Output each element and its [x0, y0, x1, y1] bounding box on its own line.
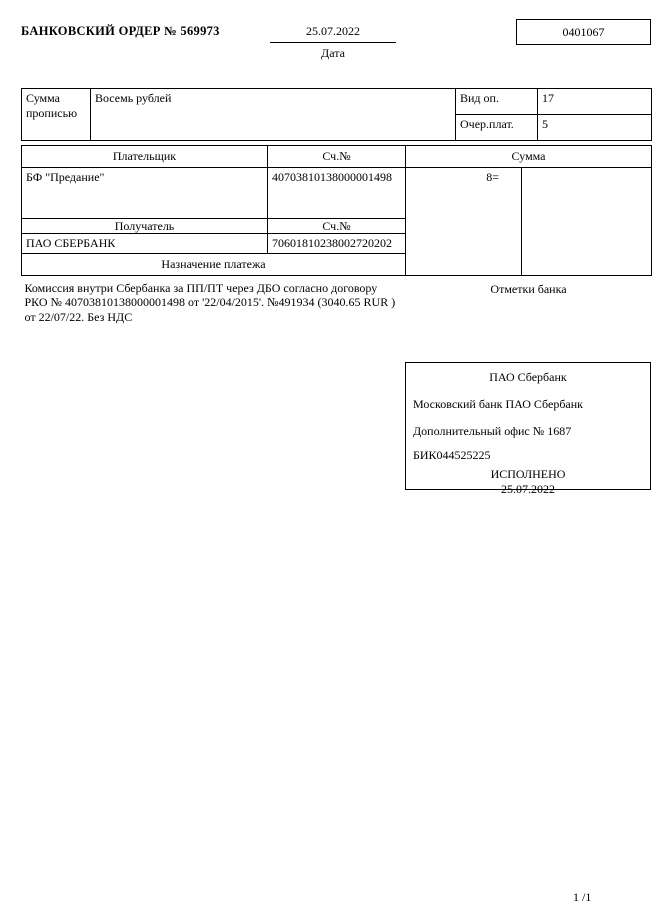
- form-code: 0401067: [562, 24, 605, 39]
- date-label: Дата: [321, 46, 345, 60]
- form-code-box: [516, 19, 651, 45]
- purpose-row: [22, 276, 652, 334]
- empty-cell: [406, 234, 522, 254]
- empty-cell: [406, 254, 522, 276]
- payer-header-row: [22, 146, 652, 168]
- priority-label: Очер.плат.: [456, 115, 538, 141]
- bank-stamp-box: [405, 362, 651, 496]
- payer-account: 40703810138000001498: [268, 168, 406, 219]
- purpose-text: Комиссия внутри Сбербанка за ПП/ПТ через ДБО согласно договору РКО № 40703810138000001498 от '22/04/2015'. №491934 (3040.65 RUR ) от 22/07/22. Без НДС: [24, 281, 396, 324]
- sum-value: 8=: [406, 168, 522, 219]
- payee-header: Получатель: [22, 219, 268, 234]
- payer-header: Плательщик: [22, 146, 268, 168]
- doc-title: БАНКОВСКИЙ ОРДЕР № 569973: [21, 24, 220, 38]
- stamp-branch: Московский банк ПАО Сбербанк: [413, 397, 584, 411]
- payee-header-row: [22, 219, 652, 234]
- amount-table: [21, 88, 652, 141]
- purpose-header: Назначение платежа: [22, 254, 406, 276]
- payer-account-header: Сч.№: [268, 146, 406, 168]
- payee-account: 70601810238002720202: [268, 234, 406, 254]
- sum-header: Сумма: [406, 146, 652, 168]
- amount-words-value: Восемь рублей: [91, 89, 456, 141]
- stamp-status: ИСПОЛНЕНО: [490, 467, 566, 481]
- bank-marks-label: Отметки банка: [490, 282, 567, 296]
- empty-cell: [522, 254, 652, 276]
- op-type-label: Вид оп.: [456, 89, 538, 115]
- purpose-header-row: [22, 254, 652, 276]
- amount-row-1: [22, 89, 652, 115]
- payee-account-header: Сч.№: [268, 219, 406, 234]
- date-value: 25.07.2022: [270, 24, 396, 43]
- payee-name: ПАО СБЕРБАНК: [22, 234, 268, 254]
- op-type-value: 17: [538, 89, 652, 115]
- sum-empty-cell: [522, 168, 652, 219]
- empty-cell: [406, 219, 522, 234]
- empty-cell: [522, 219, 652, 234]
- stamp-office: Дополнительный офис № 1687: [413, 424, 572, 438]
- payee-row: [22, 234, 652, 254]
- payer-name: БФ "Предание": [22, 168, 268, 219]
- priority-value: 5: [538, 115, 652, 141]
- date-block: [270, 24, 396, 61]
- stamp-bank-name: ПАО Сбербанк: [489, 370, 567, 384]
- amount-words-label: Сумма прописью: [22, 89, 91, 141]
- details-table: [21, 145, 652, 334]
- empty-cell: [522, 234, 652, 254]
- stamp-status-date: 25.07.2022: [501, 482, 555, 496]
- page-number: 1 /1: [573, 890, 592, 904]
- payer-row: [22, 168, 652, 219]
- stamp-bik: БИК044525225: [413, 448, 491, 462]
